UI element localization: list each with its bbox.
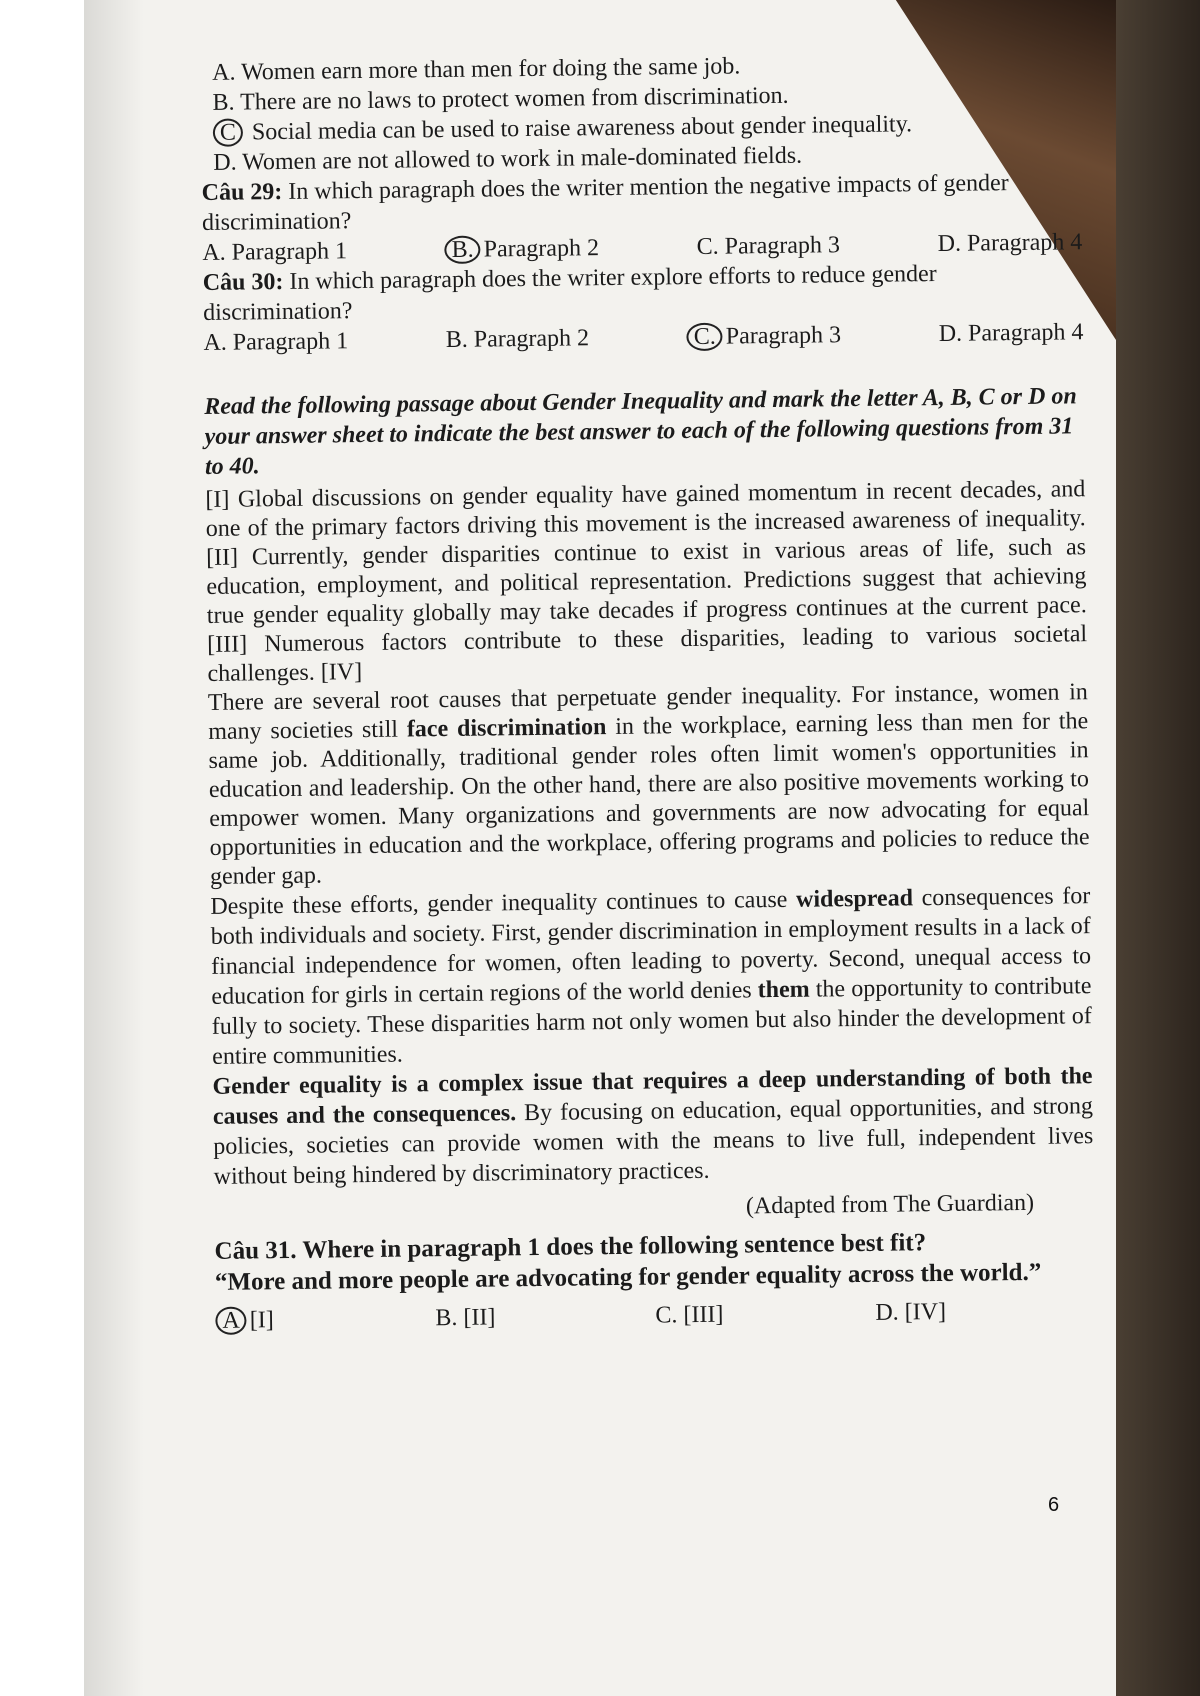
passage-paragraph-3: Despite these efforts, gender inequality continues to cause widespread consequences for both individuals and society. First, gender discrimination in employment results in a lack of financial independence for women, often leading to poverty. Second, unequal access to education for girls in certain regions of the world denies them the opportunity to contribute fully to society. These disparities harm not only women but also hinder the development of entire communities. [210, 883, 1092, 1070]
worksheet-page [200, 47, 1097, 1468]
q30-option-b: B. Paragraph 2 [445, 325, 590, 354]
q31-option-a: A [I] [215, 1303, 435, 1336]
q31-quote: “More and more people are advocating for gender equality across the world.” [214, 1258, 1042, 1296]
reading-instruction: Read the following passage about Gender Inequality and mark the letter A, B, C or D on your answer sheet to indicate the best answer to each of the following questions from 31 to 40. [204, 383, 1077, 480]
highlight-them: them [757, 976, 810, 1004]
q29-text: In which paragraph does the writer mention the negative impacts of gender discrimination? [201, 170, 1009, 236]
page-fold-shadow [84, 0, 144, 1696]
q31-option-b: B. [II] [435, 1304, 496, 1332]
q31-option-d: D. [IV] [875, 1298, 947, 1326]
passage-source: (Adapted from The Guardian) [745, 1189, 1035, 1220]
q28-option-b: B. There are no laws to protect women from discrimination. [212, 82, 789, 116]
q31-text: Where in paragraph 1 does the following sentence best fit? [302, 1229, 927, 1264]
highlight-widespread: widespread [795, 885, 914, 913]
q30-option-d: D. Paragraph 4 [938, 319, 1084, 347]
q28-option-a: A. Women earn more than men for doing the same job. [212, 53, 741, 86]
passage-paragraph-1: [I] Global discussions on gender equality have gained momentum in recent decades, and one of the primary factors driving this movement is the increased awareness of inequality. [II] Currently, gender disparities continue to exist in various areas of life, such as education, employment, and political representation. Predictions suggest that achieving true gender equality globally may take decades if progress continues at the current pace. [III] Numerous factors contribute to these disparities, leading to various societal challenges. [IV] [205, 476, 1088, 687]
q29-option-b: B. Paragraph 2 [445, 233, 600, 265]
answer-circle-mark: B. [445, 236, 481, 264]
q31-option-c: C. [III] [655, 1301, 724, 1329]
q29-option-a: A. Paragraph 1 [202, 238, 348, 266]
answer-circle-mark: C [213, 118, 243, 146]
q30-label: Câu 30: [202, 268, 284, 296]
q30-stem [203, 257, 1084, 328]
q28-option-d: D. Women are not allowed to work in male-dominated fields. [213, 142, 803, 176]
q31-options [215, 1295, 1095, 1336]
passage-paragraph-4: Gender equality is a complex issue that requires a deep understanding of both the causes and the consequences. By focusing on education, equal opportunities, and strong policies, societies can provide women with the means to live full, independent lives without being hindered by discriminatory practices. [212, 1063, 1094, 1190]
passage-paragraph-2: There are several root causes that perpetuate gender inequality. For instance, women in many societies still face discrimination in the workplace, earning less than men for the same job. Additionally, traditional gender roles often limit women's opportunities in education and leadership. On the other hand, there are also positive movements working to empower women. Many organizations and governments are now advocating for equal opportunities in education and the workplace, offering programs and policies to reduce the gender gap. [207, 679, 1090, 890]
q30-option-c: C. Paragraph 3 [687, 320, 842, 352]
answer-circle-mark: C. [687, 323, 723, 351]
q29-label: Câu 29: [201, 179, 283, 206]
q28-option-c: C Social media can be used to raise awareness about gender inequality. [213, 107, 1081, 148]
q29-stem [201, 167, 1082, 238]
q29-option-d: D. Paragraph 4 [937, 229, 1083, 258]
left-background [0, 0, 84, 1696]
q28-options [200, 47, 1081, 178]
page-number: 6 [1048, 1494, 1060, 1516]
right-background [1116, 0, 1200, 1696]
q30-option-a: A. Paragraph 1 [203, 328, 349, 356]
answer-circle-mark: A [215, 1307, 247, 1335]
q30-text: In which paragraph does the writer explore efforts to reduce gender discrimination? [202, 261, 937, 326]
highlight-face-discrimination: face discrimination [406, 714, 607, 743]
q31-label: Câu 31. [214, 1236, 297, 1265]
q29-option-c: C. Paragraph 3 [696, 232, 841, 260]
